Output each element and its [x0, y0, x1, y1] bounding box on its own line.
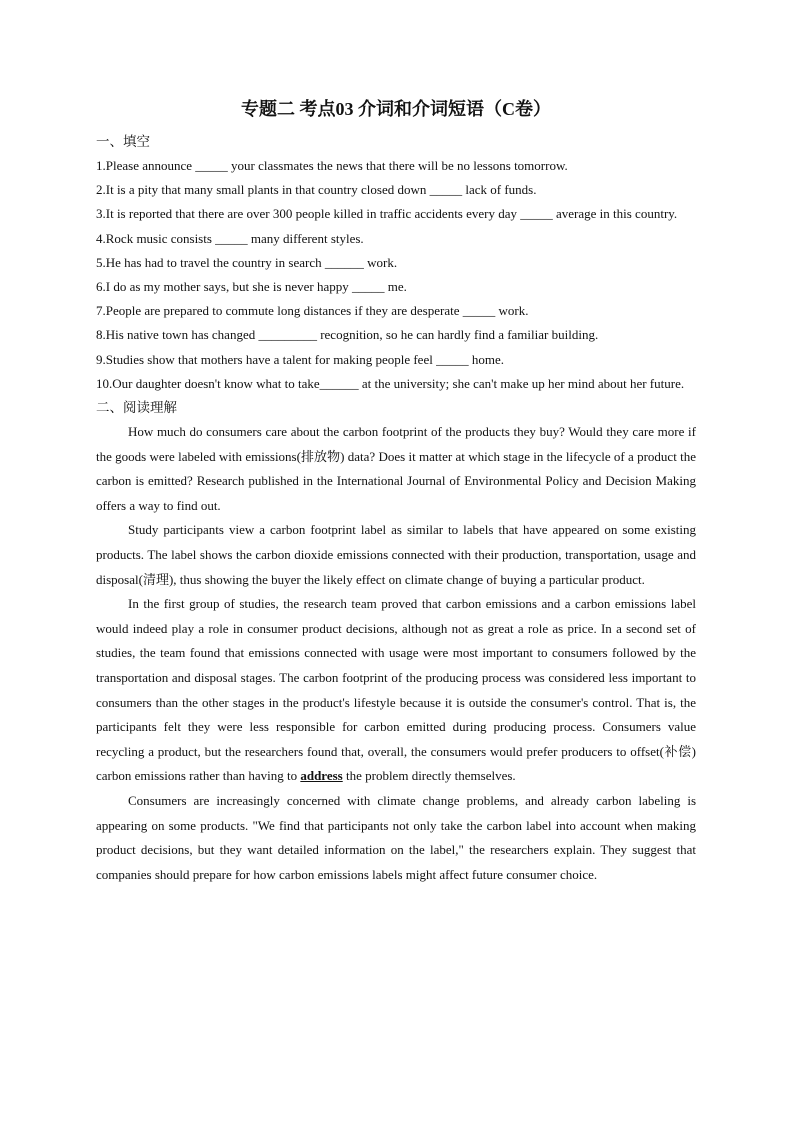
passage-paragraph-4: Consumers are increasingly concerned with climate change problems, and already carbon labeling is appearing on some products. "We find that participants not only take the carbon label into account when making product decisions, but they want detailed information on the label," the researchers explain. They suggest that companies should prepare for how carbon emissions labels might affect future consumer choice. [96, 792, 696, 882]
question-item: 10.Our daughter doesn't know what to take______ at the university; she can't make up her mind about her future. [96, 375, 685, 391]
worksheet-page [96, 96, 696, 887]
question-item: 7.People are prepared to commute long distances if they are desperate _____ work. [96, 303, 529, 319]
underlined-keyword: address [300, 768, 343, 784]
question-item: 5.He has had to travel the country in search ______ work. [96, 254, 398, 270]
question-item: 4.Rock music consists _____ many different styles. [96, 230, 364, 246]
section-reading-heading: 二、阅读理解 [96, 400, 177, 416]
question-item: 1.Please announce _____ your classmates the news that there will be no lessons tomorrow. [96, 158, 568, 173]
question-item: 9.Studies show that mothers have a talent for making people feel _____ home. [96, 351, 504, 367]
question-list [96, 154, 696, 396]
question-item: 3.It is reported that there are over 300 people killed in traffic accidents every day _____ average in this country. [96, 206, 678, 222]
passage-paragraph-1: How much do consumers care about the carbon footprint of the products they buy? Would they care more if the goods were labeled with emissions(排放物) data? Does it matter at which stage in the lifecycle of a product the carbon is emitted? Research published in the International Journal of Environmental Policy and Decision Making offers a way to find out. [96, 424, 696, 513]
question-item: 6.I do as my mother says, but she is never happy _____ me. [96, 279, 407, 295]
section-fill-blank-heading: 一、填空 [96, 134, 150, 149]
page-title: 专题二 考点03 介词和介词短语（C卷） [241, 99, 551, 119]
question-item: 8.His native town has changed _________ recognition, so he can hardly find a familiar building. [96, 327, 599, 343]
passage-paragraph-3 [96, 592, 696, 789]
paragraph-text: In the first group of studies, the research team proved that carbon emissions and a carbon emissions label would indeed play a role in consumer product decisions, although not as great a role as price. In a second set of studies, the team found that emissions connected with usage were most important to consumers followed by the transportation and disposal stages. The carbon footprint of the producing process was considered less important to consumers than the other stages in the product's lifestyle because it is outside the consumer's control. That is, the participants felt they were less responsible for carbon emitted during producing process. Consumers value recycling a product, but the researchers found that, overall, the consumers would prefer producers to offset(补偿) carbon emissions rather than having to [96, 596, 696, 784]
question-item: 2.It is a pity that many small plants in that country closed down _____ lack of funds. [96, 182, 537, 198]
reading-passage [96, 420, 696, 887]
passage-paragraph-2: Study participants view a carbon footprint label as similar to labels that have appeared on some existing products. The label shows the carbon dioxide emissions connected with their production, transportation, usage and disposal(清理), thus showing the buyer the likely effect on climate change of buying a particular product. [96, 522, 696, 587]
paragraph-text: the problem directly themselves. [342, 768, 516, 784]
